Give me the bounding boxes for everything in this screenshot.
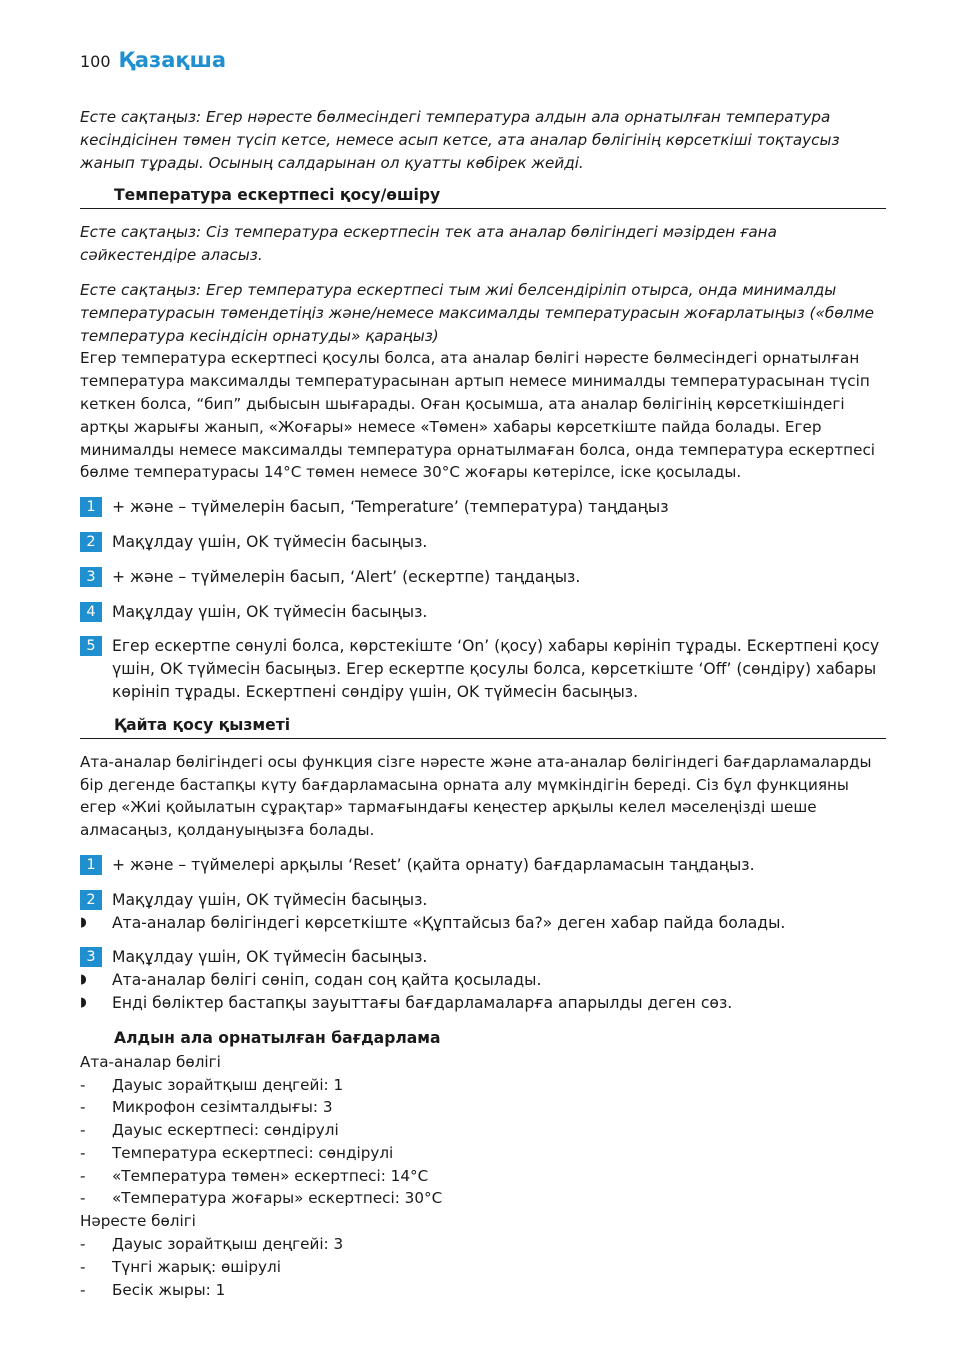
section-title-reset: Қайта қосу қызметі	[80, 714, 886, 739]
step-5	[80, 635, 886, 703]
step-text: Мақұлдау үшін, OK түймесін басыңыз.	[112, 948, 428, 967]
step-2	[80, 531, 886, 554]
list-item: - Микрофон сезімталдығы: 3	[80, 1098, 333, 1117]
reset-step-2	[80, 889, 886, 912]
triangle-bullet-icon: ◗	[80, 914, 87, 930]
note-power: Есте сақтаңыз: Егер нәресте бөлмесіндегі температура алдын ала орнатылған температура кесіндісінен төмен түсіп кетсе, немесе асып кетсе, ата аналар бөлігінің көрсеткіші тоқтаусыз жанып тұрады. Осының салдарынан ол қуатты көбірек жейді.	[80, 108, 840, 172]
step-number: 2	[80, 532, 102, 552]
step-number: 3	[80, 947, 102, 967]
bullet-text: Ата-аналар бөлігі сөніп, содан соң қайта қосылады.	[112, 971, 542, 990]
list-item: - Температура ескертпесі: сөндірулі	[80, 1143, 394, 1162]
step-4	[80, 601, 886, 624]
result-bullet	[80, 912, 886, 935]
list-item: - Түнгі жарық: өшірулі	[80, 1257, 281, 1276]
section-title-presets: Алдын ала орнатылған бағдарлама	[114, 1028, 441, 1047]
bullet-text: Енді бөліктер бастапқы зауыттағы бағдарламаларға апарылды деген сөз.	[112, 993, 733, 1012]
result-bullet	[80, 992, 886, 1015]
language-heading: Қазақша	[118, 48, 227, 72]
list-item: - Бесік жыры: 1	[80, 1280, 226, 1299]
step-text: + және – түймелерін басып, ‘Alert’ (ескертпе) таңдаңыз.	[112, 567, 581, 586]
step-number: 3	[80, 567, 102, 587]
note-frequent-alert: Есте сақтаңыз: Егер температура ескертпесі тым жиі белсендіріліп отырса, онда минималды температурасын төмендетіңіз және/немесе максималды температурасын жоғарлатыңыз («бөлме температура кесіндісін орнатуды» қараңыз)	[80, 280, 875, 345]
step-text: Егер ескертпе сөнулі болса, көрстекіште ‘On’ (қосу) хабары көрініп тұрады. Ескертпені қосу үшін, OK түймесін басыңыз. Егер ескертпе қосулы болса, көрсеткіште ‘Off’ (сөндіру) хабары көрініп тұрады. Ескертпені сөндіру үшін, OK түймесін басыңыз.	[112, 637, 880, 701]
step-text: Мақұлдау үшін, OK түймесін басыңыз.	[112, 532, 428, 551]
reset-step-1	[80, 854, 886, 877]
step-number: 1	[80, 855, 102, 875]
section2-paragraph: Ата-аналар бөлігіндегі осы функция сізге нәресте және ата-аналар бөлігіндегі бағдарламаларды бір дегенде бастапқы күту бағдарламасына орната алу мүмкіндігін береді. Сіз бұл функцияны егер «Жиі қойылатын сұрақтар» тармағындағы кеңестер арқылы келел мәселеңізді шеше алмасаңыз, қолдануыңызға болады.	[80, 752, 872, 840]
step-number: 4	[80, 602, 102, 622]
step-text: + және – түймелерін басып, ‘Temperature’ (температура) таңдаңыз	[112, 498, 669, 517]
step-text: Мақұлдау үшін, OK түймесін басыңыз.	[112, 602, 428, 621]
note-menu-only: Есте сақтаңыз: Сіз температура ескертпесін тек ата аналар бөлігіндегі мәзірден ғана сәйкестендіре аласыз.	[80, 223, 777, 265]
bullet-text: Ата-аналар бөлігіндегі көрсеткіште «Құптайсыз ба?» деген хабар пайда болады.	[112, 913, 786, 932]
page-header	[80, 48, 226, 72]
step-text: + және – түймелері арқылы ‘Reset’ (қайта орнату) бағдарламасын таңдаңыз.	[112, 855, 755, 874]
page-content	[80, 106, 886, 1301]
section-title-temperature-alert: Температура ескертпесі қосу/өшіру	[80, 184, 886, 209]
step-number: 1	[80, 497, 102, 517]
list-item: - Дауыс зорайтқыш деңгейі: 3	[80, 1235, 344, 1254]
step-3	[80, 566, 886, 589]
triangle-bullet-icon: ◗	[80, 972, 87, 988]
step-1	[80, 496, 886, 519]
step-text: Мақұлдау үшін, OK түймесін басыңыз.	[112, 890, 428, 909]
list-item: - Дауыс ескертпесі: сөндірулі	[80, 1121, 339, 1140]
triangle-bullet-icon: ◗	[80, 994, 87, 1010]
list-item: - Дауыс зорайтқыш деңгейі: 1	[80, 1075, 344, 1094]
step-number: 5	[80, 636, 102, 656]
page-number: 100	[80, 52, 111, 71]
section1-paragraph: Егер температура ескертпесі қосулы болса, ата аналар бөлігі нәресте бөлмесіндегі орнатылған температура максималды температурасынан артып немесе минималды температурасынан түсіп кеткен болса, “бип” дыбысын шығарады. Оған қосымша, ата аналар бөлігінің көрсеткішіндегі артқы жарығы жанып, «Жоғары» немесе «Төмен» хабары көрсеткіште пайда болады. Егер минималды немесе максималды температура орнатылмаған болса, онда температура ескертпесі бөлме температурасы 14°C төмен немесе 30°C жоғары көтерілсе, іске қосылады.	[80, 349, 876, 482]
list-item: - «Температура төмен» ескертпесі: 14°C	[80, 1166, 429, 1185]
reset-step-3	[80, 946, 886, 969]
parent-unit-label: Ата-аналар бөлігі	[80, 1052, 221, 1071]
baby-unit-label: Нәресте бөлігі	[80, 1212, 196, 1231]
list-item: - «Температура жоғары» ескертпесі: 30°C	[80, 1189, 443, 1208]
step-number: 2	[80, 890, 102, 910]
result-bullet	[80, 969, 886, 992]
